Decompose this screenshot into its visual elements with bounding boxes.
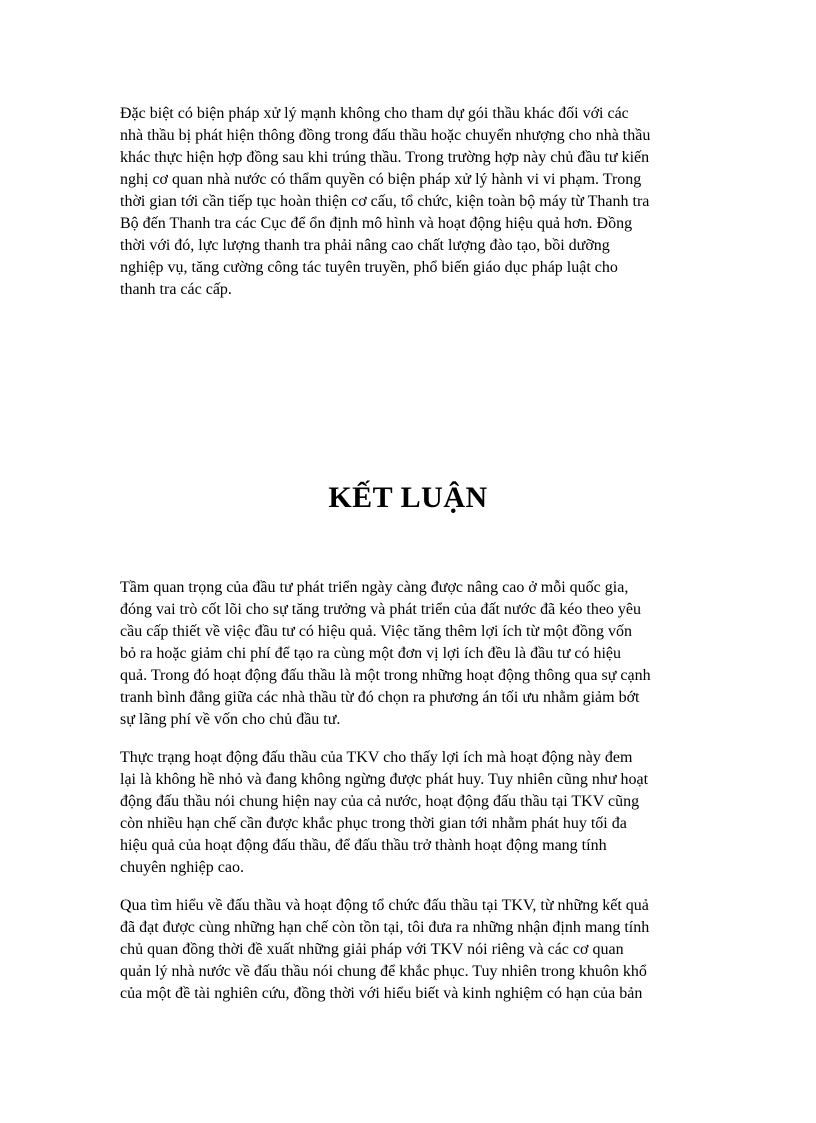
text-line: đóng vai trò cốt lõi cho sự tăng trưởng và phát triển của đất nước đã kéo theo yêu <box>120 601 642 618</box>
text-line: đã đạt được cùng những hạn chế còn tồn tại, tôi đưa ra những nhận định mang tính <box>120 919 650 936</box>
text-line: hiệu quả của hoạt động đấu thầu, để đấu thầu trở thành hoạt động mang tính <box>120 837 607 854</box>
text-line: thời với đó, lực lượng thanh tra phải nâng cao chất lượng đào tạo, bồi dưỡng <box>120 237 610 254</box>
conclusion-paragraph-2 <box>120 747 700 879</box>
text-line: thời gian tới cần tiếp tục hoàn thiện cơ cấu, tổ chức, kiện toàn bộ máy từ Thanh tra <box>120 193 650 210</box>
text-line: khác thực hiện hợp đồng sau khi trúng thầu. Trong trường hợp này chủ đầu tư kiến <box>120 149 650 166</box>
text-line: động đấu thầu nói chung hiện nay của cả nước, hoạt động đấu thầu tại TKV cũng <box>120 793 640 810</box>
text-line: thanh tra các cấp. <box>120 281 232 298</box>
text-line: tranh bình đẳng giữa các nhà thầu từ đó chọn ra phương án tối ưu nhằm giảm bớt <box>120 689 640 706</box>
conclusion-paragraph-3 <box>120 895 700 1005</box>
text-line: lại là không hề nhỏ và đang không ngừng được phát huy. Tuy nhiên cũng như hoạt <box>120 771 649 788</box>
text-line: Bộ đến Thanh tra các Cục để ổn định mô hình và hoạt động hiệu quả hơn. Đồng <box>120 215 633 232</box>
text-line: của một đề tài nghiên cứu, đồng thời với hiểu biết và kinh nghiệm có hạn của bản <box>120 985 643 1002</box>
text-line: quản lý nhà nước về đấu thầu nói chung để khắc phục. Tuy nhiên trong khuôn khổ <box>120 963 647 980</box>
text-line: nghiệp vụ, tăng cường công tác tuyên truyền, phổ biến giáo dục pháp luật cho <box>120 259 618 276</box>
text-line: bỏ ra hoặc giảm chi phí để tạo ra cùng một đơn vị lợi ích đều là đầu tư có hiệu <box>120 645 622 662</box>
text-line: cầu cấp thiết về việc đầu tư có hiệu quả. Việc tăng thêm lợi ích từ một đồng vốn <box>120 623 632 640</box>
text-line: Qua tìm hiểu về đấu thầu và hoạt động tổ chức đấu thầu tại TKV, từ những kết quả <box>120 897 649 914</box>
text-line: còn nhiều hạn chế cần được khắc phục trong thời gian tới nhằm phát huy tối đa <box>120 815 627 832</box>
conclusion-paragraph-1 <box>120 577 700 731</box>
section-heading: KẾT LUẬN <box>328 481 488 514</box>
text-line: nhà thầu bị phát hiện thông đồng trong đấu thầu hoặc chuyển nhượng cho nhà thầu <box>120 127 651 144</box>
text-line: nghị cơ quan nhà nước có thẩm quyền có biện pháp xử lý hành vi vi phạm. Trong <box>120 171 642 188</box>
text-line: Đặc biệt có biện pháp xử lý mạnh không cho tham dự gói thầu khác đối với các <box>120 105 629 122</box>
text-line: chủ quan đồng thời đề xuất những giải pháp với TKV nói riêng và các cơ quan <box>120 941 624 958</box>
text-line: quả. Trong đó hoạt động đấu thầu là một trong những hoạt động thông qua sự cạnh <box>120 667 651 684</box>
text-line: Thực trạng hoạt động đấu thầu của TKV cho thấy lợi ích mà hoạt động này đem <box>120 749 633 766</box>
text-line: chuyên nghiệp cao. <box>120 859 244 876</box>
intro-paragraph <box>120 103 700 301</box>
text-line: Tầm quan trọng của đầu tư phát triển ngày càng được nâng cao ở mỗi quốc gia, <box>120 579 629 596</box>
text-line: sự lãng phí về vốn cho chủ đầu tư. <box>120 711 341 728</box>
